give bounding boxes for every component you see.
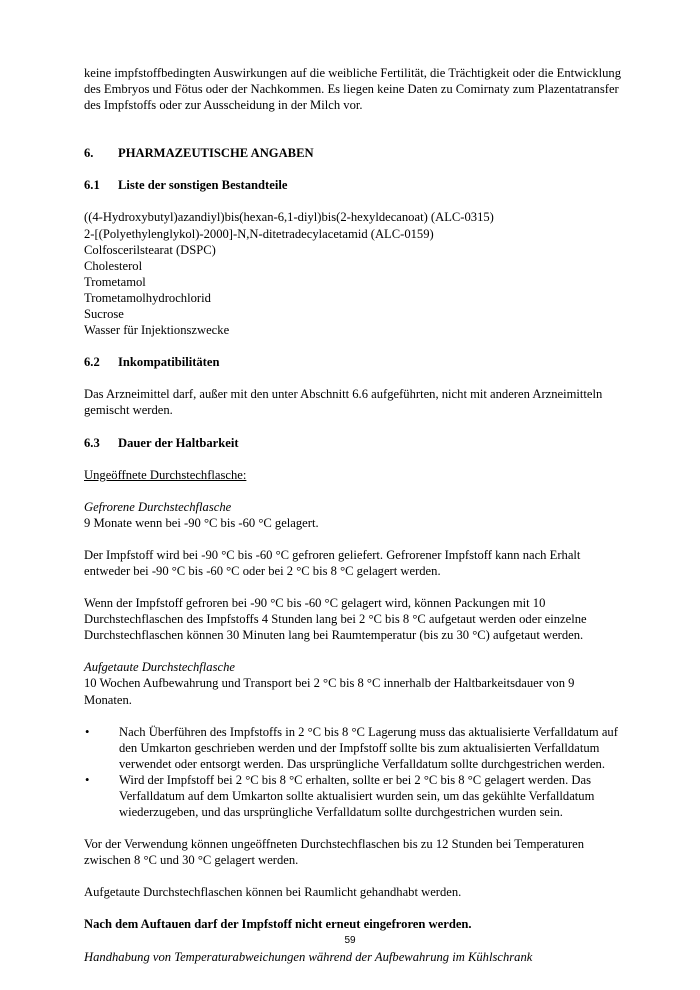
list-item (84, 724, 624, 772)
storage-bullet-list (84, 724, 624, 821)
incompatibility-text: Das Arzneimittel darf, außer mit den unter Abschnitt 6.6 aufgeführten, nicht mit anderen Arzneimitteln gemischt werden. (84, 387, 603, 418)
unopened-vial-label: Ungeöffnete Durchstechflasche: (84, 467, 247, 482)
section-6-3-heading (84, 435, 624, 451)
delivery-text: Der Impfstoff wird bei -90 °C bis -60 °C gefroren geliefert. Gefrorener Impfstoff kann nach Erhalt entweder bei -90 °C bis -60 °C oder bei 2 °C bis 8 °C gelagert werden. (84, 547, 581, 578)
ingredient-item: Trometamol (84, 274, 146, 289)
ingredient-list (84, 209, 624, 338)
ingredient-item: Colfoscerilstearat (DSPC) (84, 242, 216, 257)
frozen-vial-text: 9 Monate wenn bei -90 °C bis -60 °C gelagert. (84, 515, 319, 530)
frozen-vial-label: Gefrorene Durchstechflasche (84, 499, 232, 514)
ingredient-item: 2-[(Polyethylenglykol)-2000]-N,N-ditetradecylacetamid (ALC-0159) (84, 226, 434, 241)
bullet-icon: • (85, 724, 90, 739)
section-6-heading (84, 145, 624, 161)
section-6-number: 6. (84, 146, 94, 161)
intro-paragraph: keine impfstoffbedingten Auswirkungen auf die weibliche Fertilität, die Trächtigkeit oder die Entwicklung des Embryos und Fötus oder der Nachkommen. Es liegen keine Daten zu Comirnaty zum Plazentatransfer des Impfstoffs oder zur Ausscheidung in der Milch vor. (84, 66, 621, 113)
room-light-text: Aufgetaute Durchstechflaschen können bei Raumlicht gehandhabt werden. (84, 885, 462, 900)
temperature-deviation-label: Handhabung von Temperaturabweichungen während der Aufbewahrung im Kühlschrank (84, 949, 533, 964)
ingredient-item: Cholesterol (84, 258, 143, 273)
bullet-text: Wird der Impfstoff bei 2 °C bis 8 °C erhalten, sollte er bei 2 °C bis 8 °C gelagert werden. Das Verfalldatum auf dem Umkarton sollte aktualisiert wurden sein, um das gekühlte Verfalldatum wiederzugeben, und das ursprüngliche Verfalldatum sollte durchgestrichen wurden sein. (119, 772, 595, 820)
ingredient-item: Wasser für Injektionszwecke (84, 323, 230, 338)
section-6-1-number: 6.1 (84, 178, 100, 193)
section-6-2-number: 6.2 (84, 355, 100, 370)
bullet-text: Nach Überführen des Impfstoffs in 2 °C bis 8 °C Lagerung muss das aktualisierte Verfalldatum auf den Umkarton geschrieben werden und der Impfstoff sollte bis zum aktualisierten Verfalldatum verwendet oder entsorgt werden. Das ursprüngliche Verfalldatum sollte durchgestrichen werden. (119, 724, 618, 771)
list-item (84, 772, 624, 820)
packs-thaw-text: Wenn der Impfstoff gefroren bei -90 °C bis -60 °C gelagert wird, können Packungen mit 10 Durchstechflaschen des Impfstoffs 4 Stunden lang bei 2 °C bis 8 °C aufgetaut werden oder einzelne Durchstechflaschen können 30 Minuten lang bei Raumtemperatur (bis zu 30 °C) aufgetaut werden. (84, 596, 587, 643)
before-use-text: Vor der Verwendung können ungeöffneten Durchstechflaschen bis zu 12 Stunden bei Temperaturen zwischen 8 °C und 30 °C gelagert werden. (84, 837, 585, 868)
ingredient-item: ((4-Hydroxybutyl)azandiyl)bis(hexan-6,1-diyl)bis(2-hexyldecanoat) (ALC-0315) (84, 210, 494, 225)
bullet-icon: • (85, 772, 90, 787)
thawed-vial-text: 10 Wochen Aufbewahrung und Transport bei 2 °C bis 8 °C innerhalb der Haltbarkeitsdauer von 9 Monaten. (84, 676, 575, 707)
ingredient-item: Trometamolhydrochlorid (84, 290, 211, 305)
section-6-2-heading (84, 354, 624, 370)
section-6-1-title: Liste der sonstigen Bestandteile (118, 178, 288, 193)
section-6-3-number: 6.3 (84, 435, 100, 450)
page-number: 59 (344, 935, 356, 946)
section-6-2-title: Inkompatibilitäten (118, 355, 220, 370)
section-6-3-title: Dauer der Haltbarkeit (118, 435, 239, 450)
section-6-1-heading (84, 177, 624, 193)
no-refreeze-warning: Nach dem Auftauen darf der Impfstoff nicht erneut eingefroren werden. (84, 917, 472, 932)
document-page (84, 65, 624, 965)
ingredient-item: Sucrose (84, 307, 124, 322)
section-6-title: PHARMAZEUTISCHE ANGABEN (118, 146, 314, 161)
thawed-vial-label: Aufgetaute Durchstechflasche (84, 660, 235, 675)
